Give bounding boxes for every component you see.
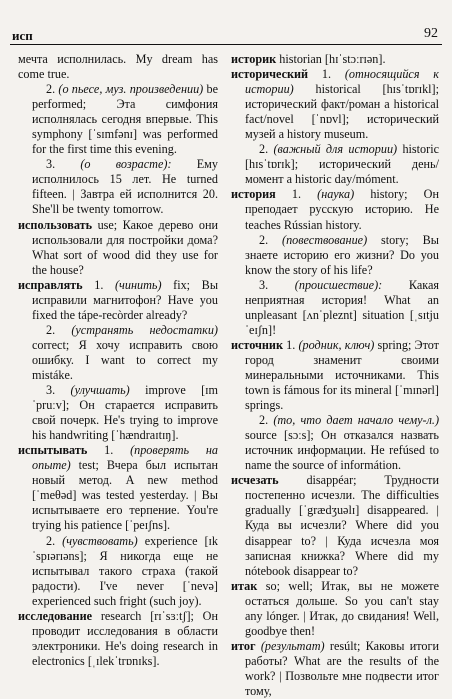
- headword: история: [231, 187, 276, 202]
- sense: 3. (улучшать) improve [ɪmˈpruːv]; Он старается исправить свой почерк. He's trying to improve his handwriting [ˈhændraɪtɪŋ].: [32, 383, 219, 443]
- dictionary-entry: историк historian [hɪˈstɔːrɪən].: [231, 52, 386, 66]
- dictionary-entry: источник 1. (родник, ключ) spring; Этот город знаменит своими минеральными источниками. This town is fámous for its mineral [ˈmɪnərl] springs.: [231, 337, 440, 413]
- sense: 2. (устранять недостатки) correct; Я хочу исправить свою ошибку. I want to correct my mistáke.: [32, 322, 218, 382]
- headword: использовать: [18, 217, 93, 232]
- right-column: [231, 52, 439, 699]
- dictionary-entry: исчезать disappéar; Трудности постепенно исчезли. The difficulties gradually [ˈgrædʒuəlɪ] disappeared. | Куда вы исчезли? Where did you disappear to? | Куда исчезла моя записная книжка? Where did my nótebook disappear to?: [231, 473, 439, 578]
- sense: 3. (о возрасте): Ему исполнилось 15 лет. He turned fifteen. | Завтра ей исполнится 20. She'll be twenty tomorrow.: [32, 157, 218, 217]
- sense: 2. (чувствовать) experience [ɪkˈspɪərɪəns]; Я никогда еще не испытывал такого страха (такой радости). I've never [ˈnevə] experienced such fright (such joy).: [32, 533, 219, 608]
- sense: 2. (важный для истории) historic [hɪsˈtɒrɪk]; исторический день/момент a historic day/móment.: [245, 142, 439, 187]
- headword: исторический: [231, 67, 309, 82]
- headword: итак: [231, 578, 258, 593]
- headword: итог: [231, 638, 256, 653]
- left-column: [18, 52, 218, 669]
- dictionary-entry: использовать use; Какое дерево они использовали для постройки дома? What sort of wood did they use for the house?: [18, 217, 218, 277]
- dictionary-entry: итог (результат) resúlt; Каковы итоги работы? What are the results of the work? | Позвольте мне подвести итог тому,: [231, 638, 440, 698]
- headword: испытывать: [18, 443, 88, 458]
- entry-continuation: мечта исполнилась. My dream has come true.: [18, 52, 218, 82]
- dictionary-entry: исправлять 1. (чинить) fix; Вы исправили магнитофон? Have you fixed the tápe-recòrder already?: [18, 277, 219, 322]
- dictionary-entry: исторический 1. (относящийся к истории) historical [hɪsˈtɒrɪkl]; исторический факт/роман a historical fact/novel [ˈnɒvl]; исторический музей a history museum.: [231, 67, 440, 142]
- headword: источник: [231, 337, 283, 352]
- page-header: [10, 22, 442, 45]
- dictionary-entry: испытывать 1. (проверять на опыте) test; Вчера был испытан новый метод. A new method [ˈmeθəd] was tested yesterday. | Вы испытываете его терпение. You're trying his patience [ˈpeɪʃns].: [18, 443, 219, 533]
- headword: историк: [231, 52, 277, 66]
- sense: 2. (то, что дает начало чему-л.) source [sɔːs]; Он отказался назвать источник информации. He refúsed to name the source of informátion.: [245, 413, 439, 473]
- dictionary-entry: история 1. (наука) history; Он преподает русскую историю. He teaches Rússian history.: [231, 187, 440, 232]
- dictionary-entry: итак so; well; Итак, вы не можете остаться дольше. So you can't stay any lónger. | Итак, до свидания! Well, goodbye then!: [231, 578, 440, 638]
- dictionary-entry: исследование research [rɪˈsɜːtʃ]; Он проводит исследования в области электроники. He's doing research in electronics [ˌɪlekˈtrɒnɪks].: [18, 608, 218, 668]
- headword: исследование: [18, 608, 93, 623]
- sense: 3. (происшествие): Какая неприятная история! What an unpleasant [ʌnˈpleznt] situation [ˌsɪtjuˈeɪʃn]!: [245, 277, 440, 337]
- page-number: 92: [424, 26, 438, 41]
- sense: 2. (о пьесе, муз. произведении) be performed; Эта симфония исполнялась сегодня впервые. This symphony [ˈsɪmfənɪ] was performed for the first time this evening.: [32, 82, 219, 157]
- sense: 2. (повествование) story; Вы знаете историю его жизни? Do you know the story of his life?: [245, 232, 439, 277]
- headword: исчезать: [231, 473, 279, 488]
- guide-word: исп: [12, 28, 33, 43]
- headword: исправлять: [18, 277, 83, 292]
